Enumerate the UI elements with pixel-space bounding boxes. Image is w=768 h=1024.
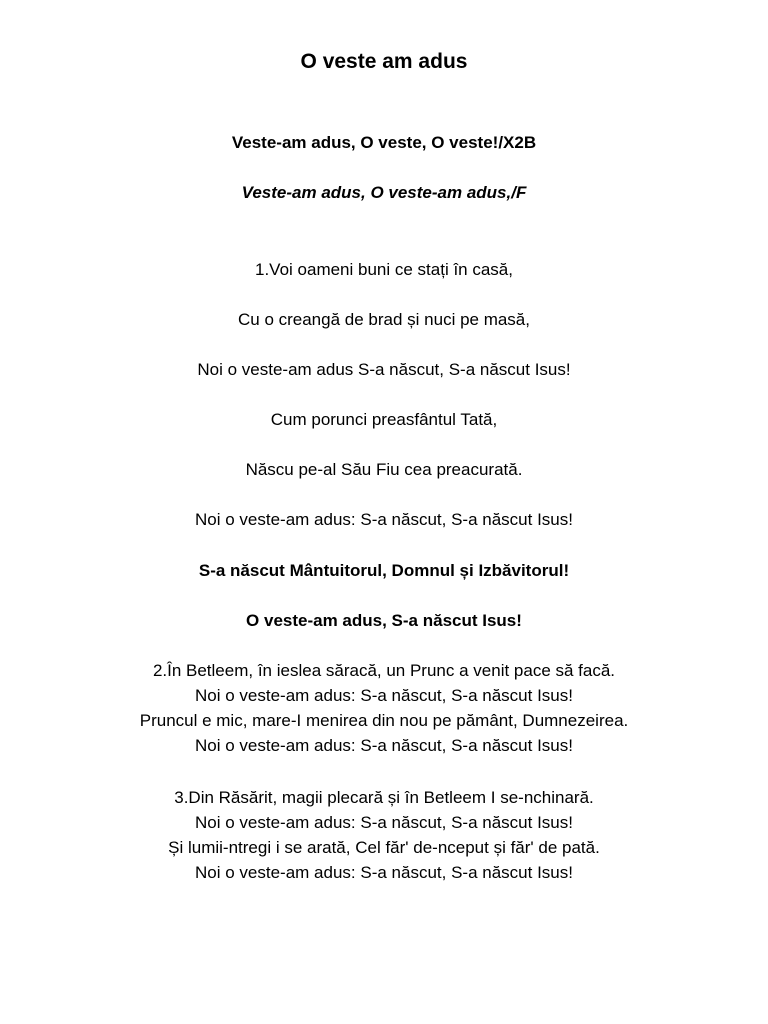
chorus-line-2: Veste-am adus, O veste-am adus,/F: [241, 183, 527, 202]
verse1-line-3: Noi o veste-am adus S-a născut, S-a născut Isus!: [197, 360, 571, 379]
refrain-line-1: S-a născut Mântuitorul, Domnul și Izbăvitorul!: [198, 561, 570, 580]
verse2-line-4: Noi o veste-am adus: S-a născut, S-a născut Isus!: [195, 736, 573, 755]
song-title: O veste am adus: [300, 50, 468, 73]
verse3-line-1: 3.Din Răsărit, magii plecară și în Betleem I se-nchinară.: [174, 788, 594, 807]
verse1-line-6: Noi o veste-am adus: S-a născut, S-a născut Isus!: [195, 510, 573, 529]
chorus-line-1: Veste-am adus, O veste, O veste!/X2B: [231, 133, 537, 152]
verse2-line-2: Noi o veste-am adus: S-a născut, S-a născut Isus!: [195, 686, 573, 705]
verse1-line-5: Născu pe-al Său Fiu cea preacurată.: [245, 460, 523, 479]
verse3-line-4: Noi o veste-am adus: S-a născut, S-a născut Isus!: [195, 863, 573, 882]
verse3-line-2: Noi o veste-am adus: S-a născut, S-a născut Isus!: [195, 813, 573, 832]
verse1-line-4: Cum porunci preasfântul Tată,: [270, 410, 498, 429]
verse3-line-3: Și lumii-ntregi i se arată, Cel făr' de-nceput și făr' de pată.: [168, 838, 600, 857]
verse2-line-3: Pruncul e mic, mare-I menirea din nou pe pământ, Dumnezeirea.: [139, 711, 629, 730]
verse1-line-1: 1.Voi oameni buni ce stați în casă,: [255, 260, 513, 279]
verse2-line-1: 2.În Betleem, în ieslea săracă, un Prunc a venit pace să facă.: [152, 661, 616, 680]
refrain-line-2: O veste-am adus, S-a născut Isus!: [246, 611, 522, 630]
verse1-line-2: Cu o creangă de brad și nuci pe masă,: [237, 310, 530, 329]
